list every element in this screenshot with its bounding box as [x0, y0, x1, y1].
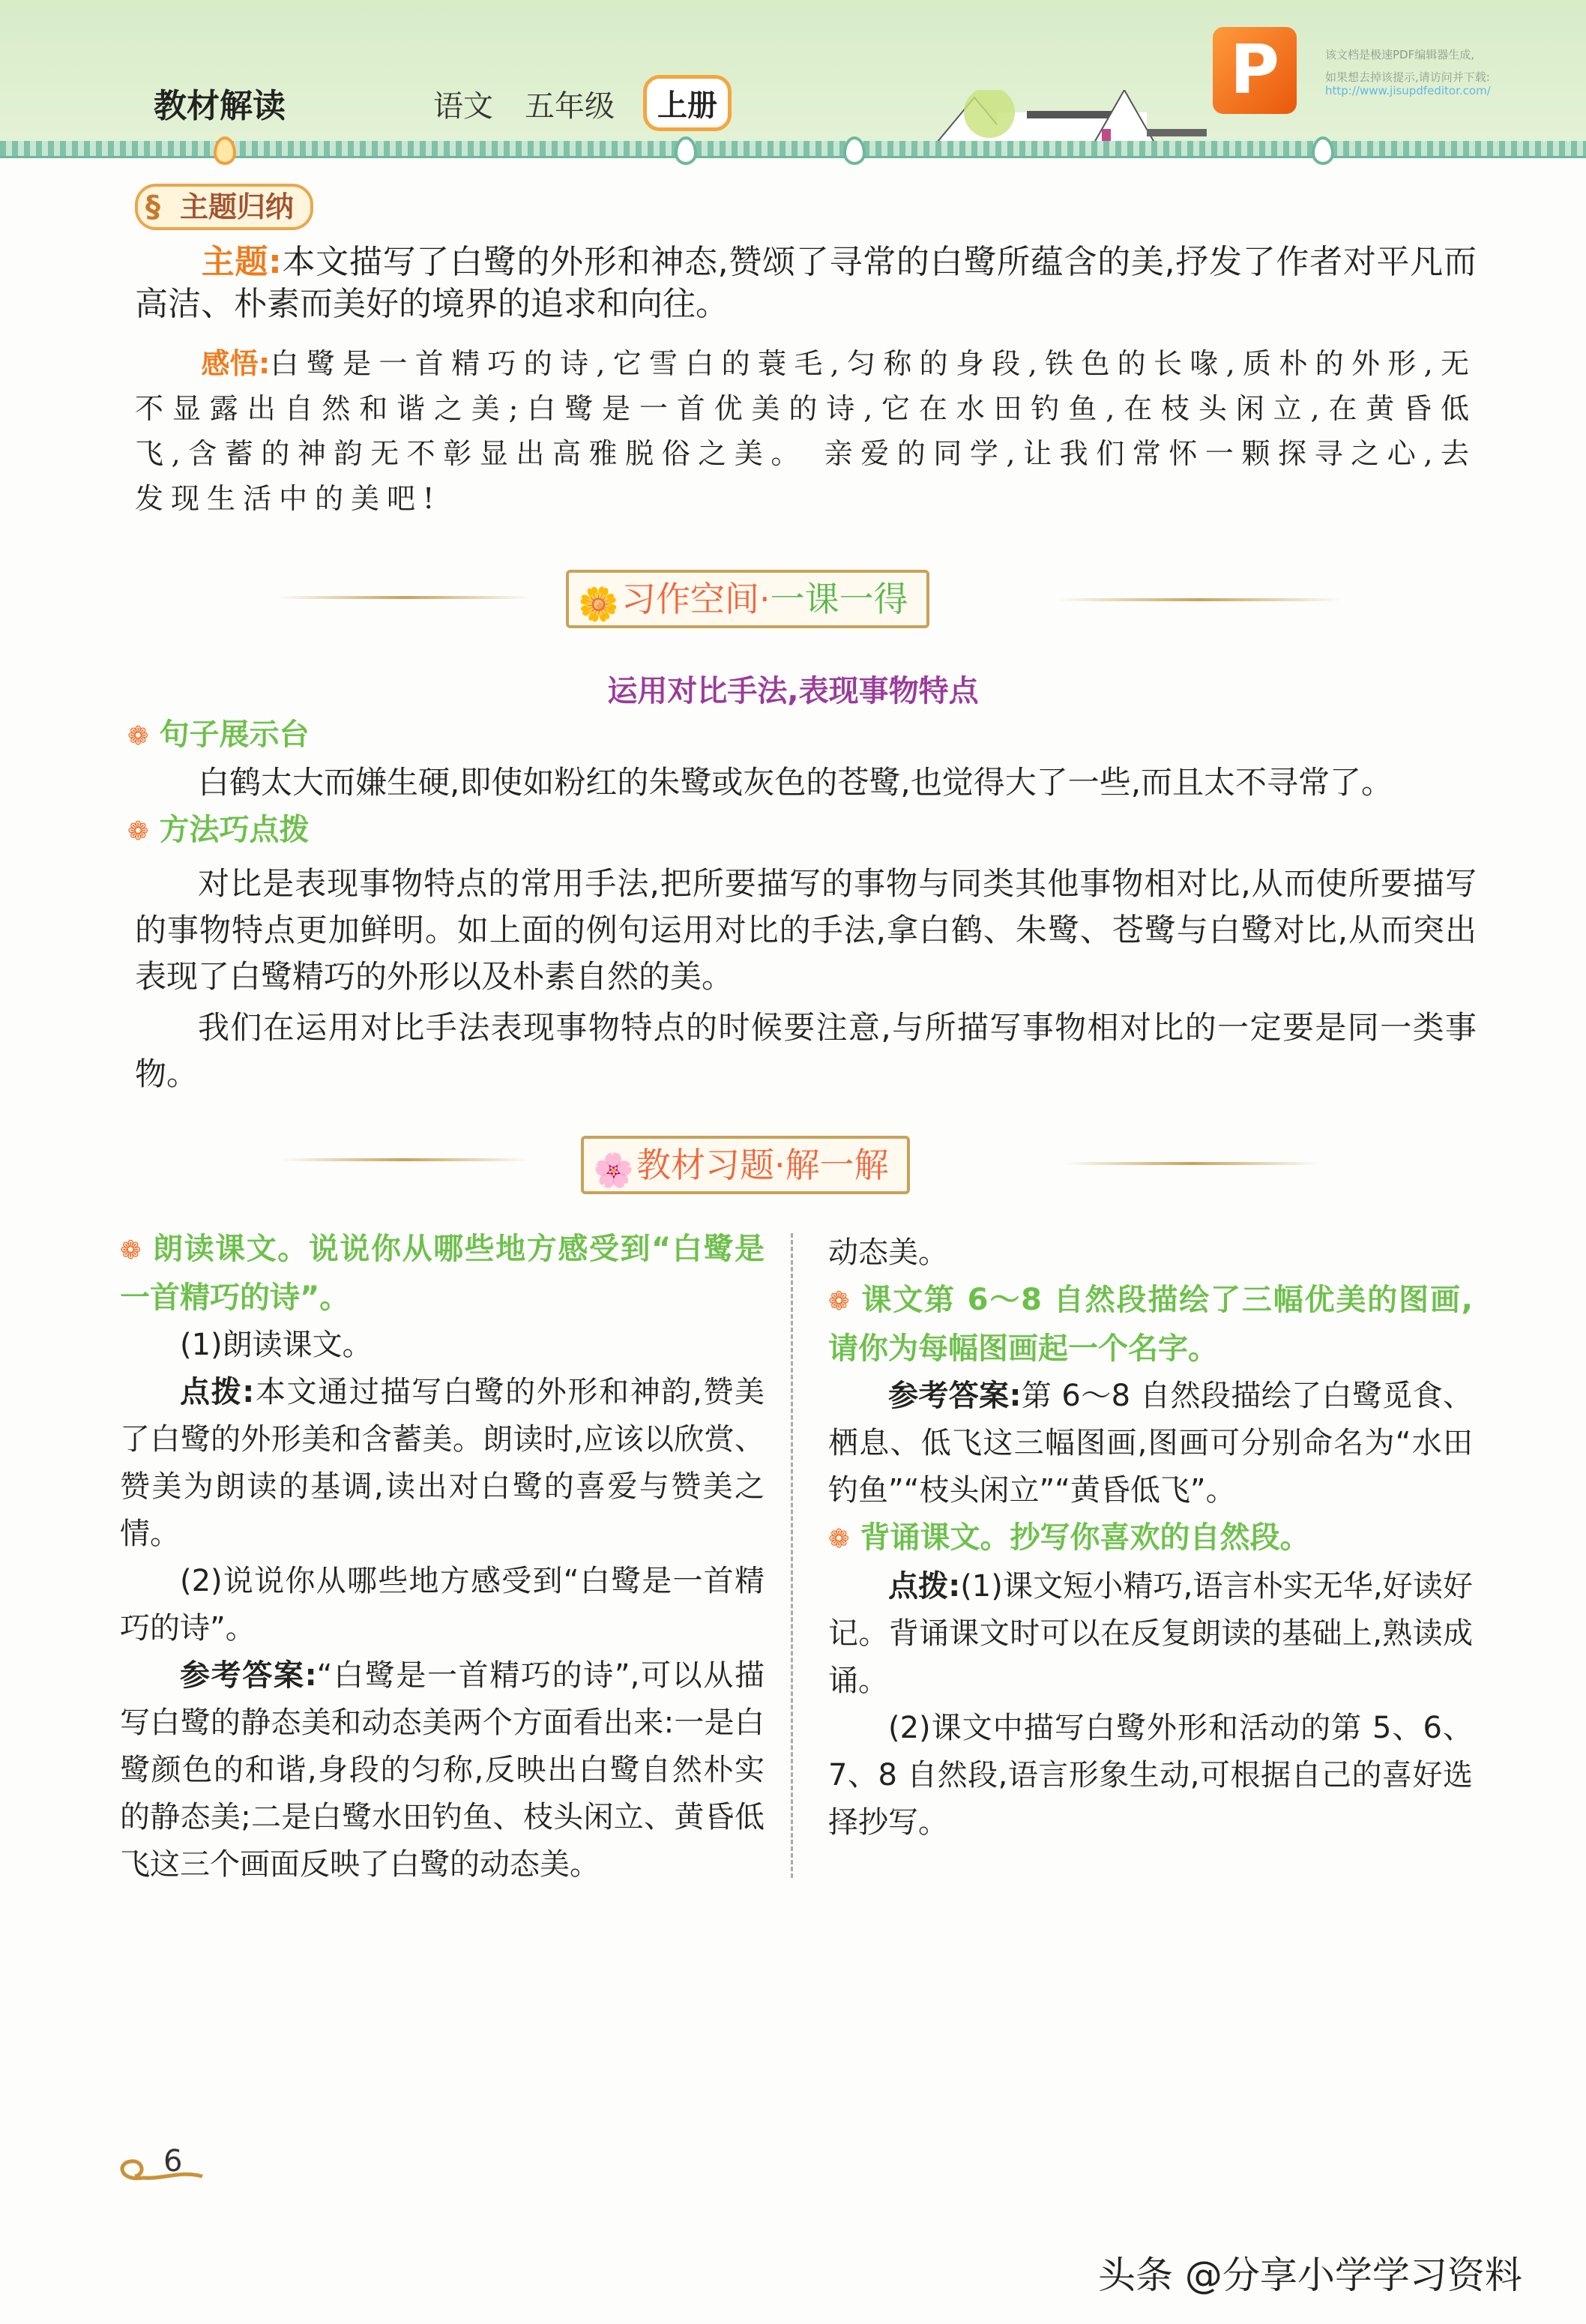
sentence-heading-label: 句子展示台 — [159, 717, 310, 752]
banner-title-part1: 习作空间 — [621, 579, 759, 619]
theme-text: 本文描写了白鹭的外形和神态,赞颂了寻常的白鹭所蕴含的美,抒发了作者对平凡而高洁、朴素而美好的境界的追求和向往。 — [135, 243, 1477, 323]
lotus-icon: 🌸 — [593, 1152, 634, 1190]
q1-tip-text: 本文通过描写白鹭的外形和神韵,赞美了白鹭的外形美和含蓄美。朗读时,应该以欣赏、赞美为朗读的基调,读出对白鹭的喜爱与赞美之情。 — [120, 1375, 765, 1551]
exercise-right-column — [828, 1229, 1473, 1846]
method-heading-label: 方法巧点拨 — [159, 813, 310, 847]
method-paragraph-2: 我们在运用对比手法表现事物特点的时候要注意,与所描写事物相对比的一定要是同一类事物。 — [135, 1009, 1477, 1092]
banner-rule — [281, 1158, 528, 1161]
question-3-text: 背诵课文。抄写你喜欢的自然段。 — [860, 1520, 1310, 1555]
exercise-left-column — [120, 1226, 765, 1983]
answer-label: 参考答案: — [888, 1379, 1022, 1413]
q1-answer-text: “白鹭是一首精巧的诗”,可以从描写白鹭的静态美和动态美两个方面看出来:一是白鹭颜色的和谐,身段的匀称,反映出白鹭自然朴实的静态美;二是白鹭水田钓鱼、枝头闲立、黄昏低飞这三个画面反映了白鹭的动态美。 — [120, 1658, 765, 1882]
insight-label: 感悟: — [201, 347, 271, 380]
question-2-text: 课文第 6～8 自然段描绘了三幅优美的图画,请你为每幅图画起一个名字。 — [828, 1283, 1473, 1366]
answer-label: 参考答案: — [180, 1658, 317, 1693]
q1-tip — [120, 1369, 765, 1558]
banner-rule — [277, 596, 532, 599]
watermark-line1: 该文档是极速PDF编辑器生成, — [1325, 48, 1474, 61]
drop-marker — [675, 136, 697, 165]
drop-marker — [843, 136, 866, 165]
flower-bullet-icon: ❁ — [127, 816, 149, 846]
drop-marker — [1312, 136, 1334, 165]
banner-title-part2: 解一解 — [785, 1145, 889, 1185]
q2-answer — [828, 1373, 1473, 1514]
q1-sub1: (1)朗读课文。 — [180, 1328, 373, 1362]
column-divider — [791, 1233, 793, 1878]
banner-title-part1: 教材习题 — [636, 1145, 774, 1185]
sentence-heading — [127, 711, 310, 753]
question-1 — [120, 1226, 765, 1322]
source-watermark: 头条 @分享小学学习资料 — [1098, 2254, 1522, 2297]
q3-tip-1-text: (1)课文短小精巧,语言朴实无华,好读好记。背诵课文时可以在反复朗读的基础上,熟读成诵。 — [828, 1569, 1473, 1698]
writing-subtitle: 运用对比手法,表现事物特点 — [607, 674, 979, 708]
q1-answer-continued: 动态美。 — [828, 1235, 948, 1270]
banner-rule — [1064, 1162, 1319, 1165]
drop-marker — [214, 136, 236, 165]
volume-badge: 上册 — [643, 75, 732, 131]
theme-summary-tag — [135, 184, 313, 230]
q1-answer — [120, 1652, 765, 1983]
banner-title-part2: 一课一得 — [770, 579, 908, 619]
method-paragraph-1: 对比是表现事物特点的常用手法,把所要描写的事物与同类其他事物相对比,从而使所要描写的事物特点更加鲜明。如上面的例句运用对比的手法,拿白鹤、朱鹭、苍鹭与白鹭对比,从而突出表现了白鹭精巧的外形以及朴素自然的美。 — [135, 865, 1477, 995]
header-subject: 语文 — [433, 89, 493, 124]
flower-bullet-icon: ❁ — [120, 1235, 142, 1265]
pdf-editor-logo-icon: P — [1213, 27, 1297, 114]
writing-section-banner — [566, 570, 929, 628]
flower-bullet-icon: ❁ — [828, 1286, 850, 1316]
q1-sub2: (2)说说你从哪些地方感受到“白鹭是一首精巧的诗”。 — [120, 1564, 765, 1646]
page-swirl-icon — [112, 2155, 210, 2185]
theme-label: 主题: — [201, 243, 282, 281]
banner-rule — [1057, 598, 1342, 601]
page-number: 6 — [163, 2144, 183, 2179]
flower-bullet-icon: ❁ — [127, 721, 149, 751]
q2-answer-text: 第 6～8 自然段描绘了白鹭觅食、栖息、低飞这三幅图画,图画可分别命名为“水田钓鱼”“枝头闲立”“黄昏低飞”。 — [828, 1379, 1473, 1508]
exercise-section-banner — [581, 1136, 910, 1194]
tip-label: 点拨: — [180, 1375, 255, 1409]
insight-paragraph — [135, 341, 1477, 521]
house-tree-illustration — [922, 90, 1207, 144]
question-1-text: 朗读课文。说说你从哪些地方感受到“白鹭是一首精巧的诗”。 — [120, 1232, 765, 1315]
watermark-url[interactable]: http://www.jisupdfeditor.com/ — [1325, 84, 1491, 97]
flower-bullet-icon: ❁ — [828, 1524, 850, 1554]
header-grade: 五年级 — [525, 89, 615, 124]
watermark-line2: 如果想去掉该提示,请访问并下载: — [1325, 70, 1490, 84]
insight-text: 白鹭是一首精巧的诗,它雪白的蓑毛,匀称的身段,铁色的长喙,质朴的外形,无不显露出自然和谐之美;白鹭是一首优美的诗,它在水田钓鱼,在枝头闲立,在黄昏低飞,含蓄的神韵无不彰显出高雅脱俗之美。 亲爱的同学,让我们常怀一颗探寻之心,去发现生活中的美吧! — [135, 347, 1477, 515]
q3-tip-1 — [828, 1563, 1473, 1705]
header-title: 教材解读 — [154, 87, 286, 125]
banner-dot: · — [759, 579, 771, 619]
header-wave-divider — [0, 141, 1586, 158]
flower-icon: 🌼 — [578, 585, 619, 624]
question-2 — [828, 1277, 1473, 1373]
q3-tip-2: (2)课文中描写白鹭外形和活动的第 5、6、7、8 自然段,语言形象生动,可根据自己的喜好选择抄写。 — [828, 1711, 1473, 1840]
swirl-icon: § — [145, 190, 160, 224]
method-heading — [127, 806, 310, 849]
example-sentence: 白鹤太大而嫌生硬,即使如粉红的朱鹭或灰色的苍鹭,也觉得大了一些,而且太不寻常了。 — [198, 764, 1393, 801]
tip-label: 点拨: — [888, 1569, 961, 1604]
question-3 — [828, 1514, 1473, 1563]
theme-summary-tag-label: 主题归纳 — [180, 190, 295, 223]
banner-dot: · — [774, 1145, 786, 1185]
theme-paragraph — [135, 241, 1477, 325]
